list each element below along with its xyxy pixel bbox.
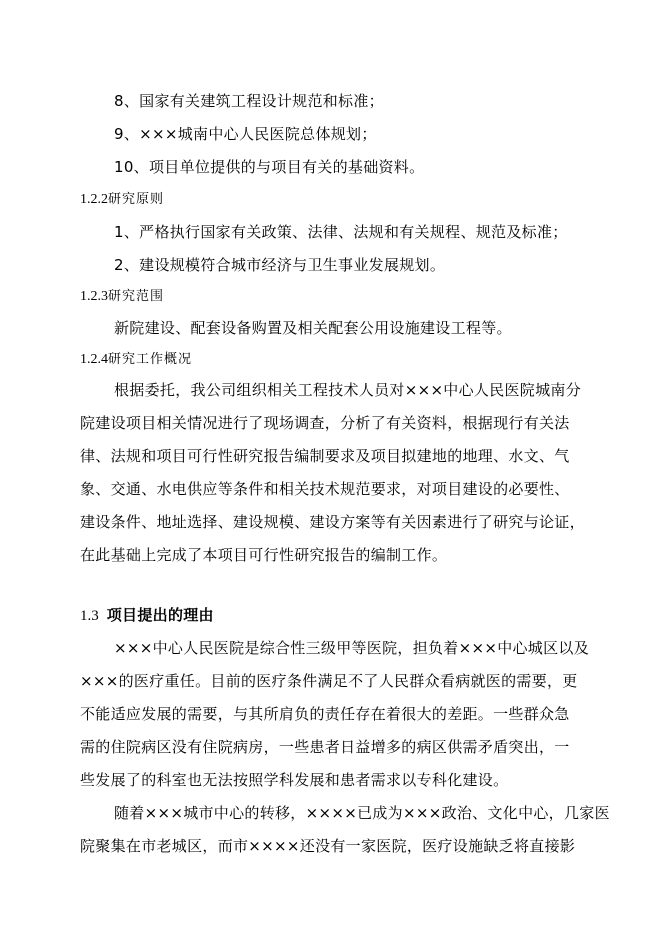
reason-line: 随着×××城市中心的转移，××××已成为×××政治、文化中心，几家医 [114,804,610,822]
heading-1-3 [80,605,214,626]
reason-line: 需的住院病区没有住院病房，一些患者日益增多的病区供需矛盾突出，一 [80,738,570,756]
reason-line: 院聚集在市老城区，而市××××还没有一家医院，医疗设施缺乏将直接影 [80,837,576,855]
reason-line: ×××中心人民医院是综合性三级甲等医院，担负着×××中心城区以及 [114,639,590,657]
heading-number: 1.2.2 [80,192,108,207]
heading-1-2-4 [80,350,192,369]
overview-line: 建设条件、地址选择、建设规模、建设方案等有关因素进行了研究与论证， [80,513,585,531]
heading-title: 项目提出的理由 [106,606,214,624]
heading-number: 1.2.4 [80,352,108,367]
heading-number: 1.3 [80,608,99,624]
list-item-10: 10、项目单位提供的与项目有关的基础资料。 [114,158,425,176]
scope-paragraph: 新院建设、配套设备购置及相关配套公用设施建设工程等。 [114,319,512,337]
heading-title: 研究原则 [108,192,165,207]
heading-title: 研究工作概况 [108,352,193,367]
heading-1-2-3 [80,287,164,306]
heading-title: 研究范围 [108,289,165,304]
overview-line: 在此基础上完成了本项目可行性研究报告的编制工作。 [80,546,448,564]
heading-number: 1.2.3 [80,289,108,304]
overview-line: 象、交通、水电供应等条件和相关技术规范要求，对项目建设的必要性、 [80,480,570,498]
reason-line: 些发展了的科室也无法按照学科发展和患者需求以专科化建设。 [80,771,509,789]
principle-item-2: 2、建设规模符合城市经济与卫生事业发展规划。 [114,256,446,274]
reason-line: ×××的医疗重任。目前的医疗条件满足不了人民群众看病就医的需要，更 [80,672,578,690]
list-item-9: 9、×××城南中心人民医院总体规划； [114,125,377,143]
principle-item-1: 1、严格执行国家有关政策、法律、法规和有关规程、规范及标准； [114,223,568,241]
overview-line: 律、法规和项目可行性研究报告编制要求及项目拟建地的地理、水文、气 [80,447,570,465]
overview-line: 根据委托，我公司组织相关工程技术人员对×××中心人民医院城南分 [114,381,582,399]
overview-line: 院建设项目相关情况进行了现场调查，分析了有关资料，根据现行有关法 [80,414,570,432]
heading-1-2-2 [80,190,164,209]
reason-line: 不能适应发展的需要，与其所肩负的责任存在着很大的差距。一些群众急 [80,705,570,723]
list-item-8: 8、国家有关建筑工程设计规范和标准； [114,92,384,110]
